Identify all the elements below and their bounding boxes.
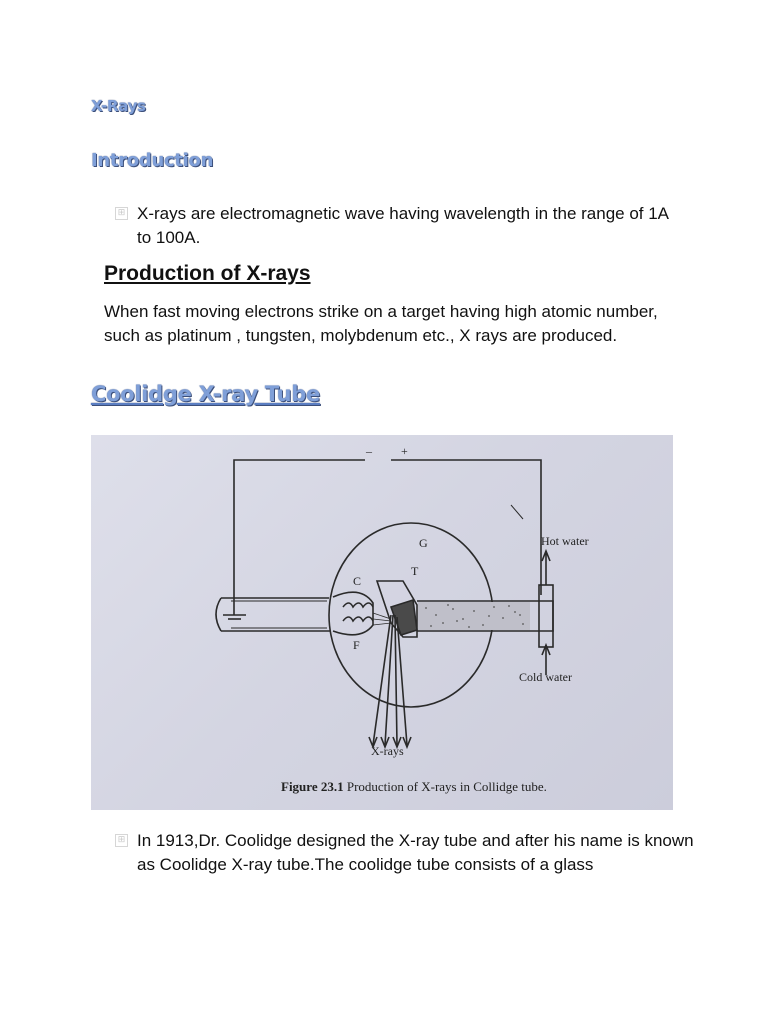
focusing-cup: [333, 592, 373, 635]
production-paragraph: When fast moving electrons strike on a target having high atomic number, such as platinum , tungsten, molybdenum etc., X rays are produced.: [104, 302, 658, 345]
coolidge-tube-figure: [91, 435, 673, 810]
bullet-icon: ⊞: [115, 834, 128, 847]
caption-text: Production of X-rays in Collidge tube.: [343, 779, 547, 794]
bullet-icon: ⊞: [115, 207, 128, 220]
production-heading: Production of X-rays: [104, 262, 311, 285]
minus-label: –: [366, 444, 372, 458]
xrays-label: X-rays: [371, 744, 404, 758]
hot-water-arrow: [542, 551, 550, 585]
coolidge-tube-diagram: [91, 435, 673, 810]
caption-number: Figure 23.1: [281, 779, 344, 794]
label-c: C: [353, 574, 362, 588]
cathode-neck-end: [216, 598, 221, 631]
coolidge-bullet-text: In 1913,Dr. Coolidge designed the X-ray tube and after his name is known as Coolidge X-ray tube.The coolidge tube consists of a glass: [137, 831, 694, 874]
figure-caption: [281, 779, 547, 794]
anode-stem-fill: [418, 602, 530, 630]
coolidge-bullet: [115, 829, 715, 877]
intro-bullet: [115, 202, 675, 250]
introduction-heading: Introduction: [91, 150, 214, 171]
intro-bullet-text: X-rays are electromagnetic wave having wavelength in the range of 1A to 100A.: [137, 204, 669, 247]
filament-coil: [343, 603, 373, 607]
label-g: G: [419, 536, 428, 550]
label-f: F: [353, 638, 360, 652]
hot-water-label: Hot water: [541, 534, 589, 548]
plus-label: +: [401, 444, 408, 458]
document-title: X-Rays: [91, 97, 146, 115]
cold-water-label: Cold water: [519, 670, 572, 684]
circuit-wire-left: [234, 460, 365, 610]
label-t: T: [411, 564, 419, 578]
coolidge-heading: Coolidge X-ray Tube: [91, 382, 320, 406]
